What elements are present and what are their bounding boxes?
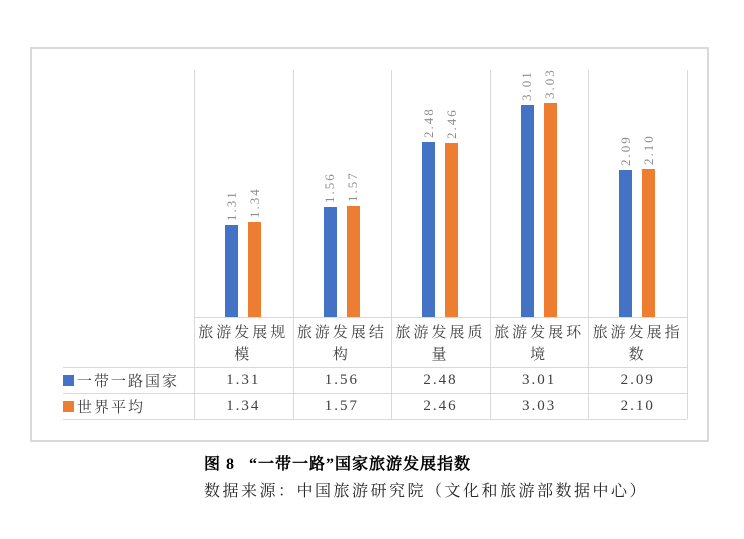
- bar: [521, 105, 534, 317]
- figure-label: 图 8: [204, 456, 236, 473]
- table-value-cell: 2.09: [620, 372, 655, 388]
- category-separator-line: [194, 70, 195, 419]
- category-label: [588, 317, 687, 367]
- legend-series-label: 世界平均: [77, 399, 146, 416]
- legend-key-icon: [63, 375, 74, 386]
- table-value-cell: 3.01: [521, 372, 557, 388]
- legend-series-label: 一带一路国家: [77, 373, 180, 390]
- category-label-text: 旅游发展环境: [494, 325, 585, 363]
- bar-value-label: 1.31: [223, 189, 239, 221]
- bar: [445, 143, 458, 317]
- category-separator-line: [588, 70, 589, 419]
- bar-value-label: 1.34: [246, 187, 262, 219]
- bar-value-label: 3.03: [542, 68, 558, 100]
- category-separator-line: [490, 70, 491, 419]
- legend-row-header: [63, 367, 193, 393]
- bar: [324, 207, 337, 317]
- category-separator-line: [687, 70, 688, 419]
- bar: [642, 169, 655, 317]
- category-label: [293, 317, 392, 367]
- category-label-text: 旅游发展结构: [296, 325, 387, 363]
- plot-area: [194, 70, 687, 317]
- table-value-cell: 1.56: [324, 372, 360, 388]
- table-value-cell: 2.48: [423, 372, 458, 388]
- category-separator-line: [391, 70, 392, 419]
- legend-key-icon: [63, 401, 74, 412]
- figure-title: “一带一路”国家旅游发展指数: [249, 456, 472, 473]
- table-value-cell: 3.03: [521, 398, 557, 414]
- bar: [619, 170, 632, 318]
- bar-value-label: 1.56: [322, 172, 338, 203]
- category-label: [391, 317, 490, 367]
- category-label-text: 旅游发展指数: [592, 325, 683, 363]
- bar-value-label: 3.01: [519, 69, 535, 101]
- table-value-cell: 1.31: [226, 372, 261, 388]
- bar-value-label: 2.10: [640, 134, 656, 165]
- category-label-text: 旅游发展规模: [198, 325, 289, 363]
- category-label-text: 旅游发展质量: [395, 325, 486, 363]
- table-value-cell: 2.46: [423, 398, 458, 414]
- category-label: [194, 317, 293, 367]
- table-line-3: [63, 419, 687, 420]
- category-label: [490, 317, 589, 367]
- figure-caption: [204, 451, 471, 474]
- bar: [347, 206, 360, 317]
- table-value-cell: 2.10: [620, 398, 655, 414]
- bar: [422, 142, 435, 317]
- data-source-note: 数据来源：中国旅游研究院（文化和旅游部数据中心）: [204, 483, 649, 500]
- bar-value-label: 2.46: [443, 108, 459, 140]
- chart-frame: [30, 47, 709, 442]
- bar: [225, 225, 238, 317]
- table-value-cell: 1.57: [324, 398, 360, 414]
- bar-value-label: 1.57: [345, 171, 361, 203]
- table-value-cell: 1.34: [226, 398, 261, 414]
- category-separator-line: [293, 70, 294, 419]
- bar: [544, 103, 557, 317]
- bar-value-label: 2.09: [617, 134, 633, 166]
- legend-row-header: [63, 393, 193, 419]
- bar: [248, 222, 261, 317]
- bar-value-label: 2.48: [420, 107, 436, 138]
